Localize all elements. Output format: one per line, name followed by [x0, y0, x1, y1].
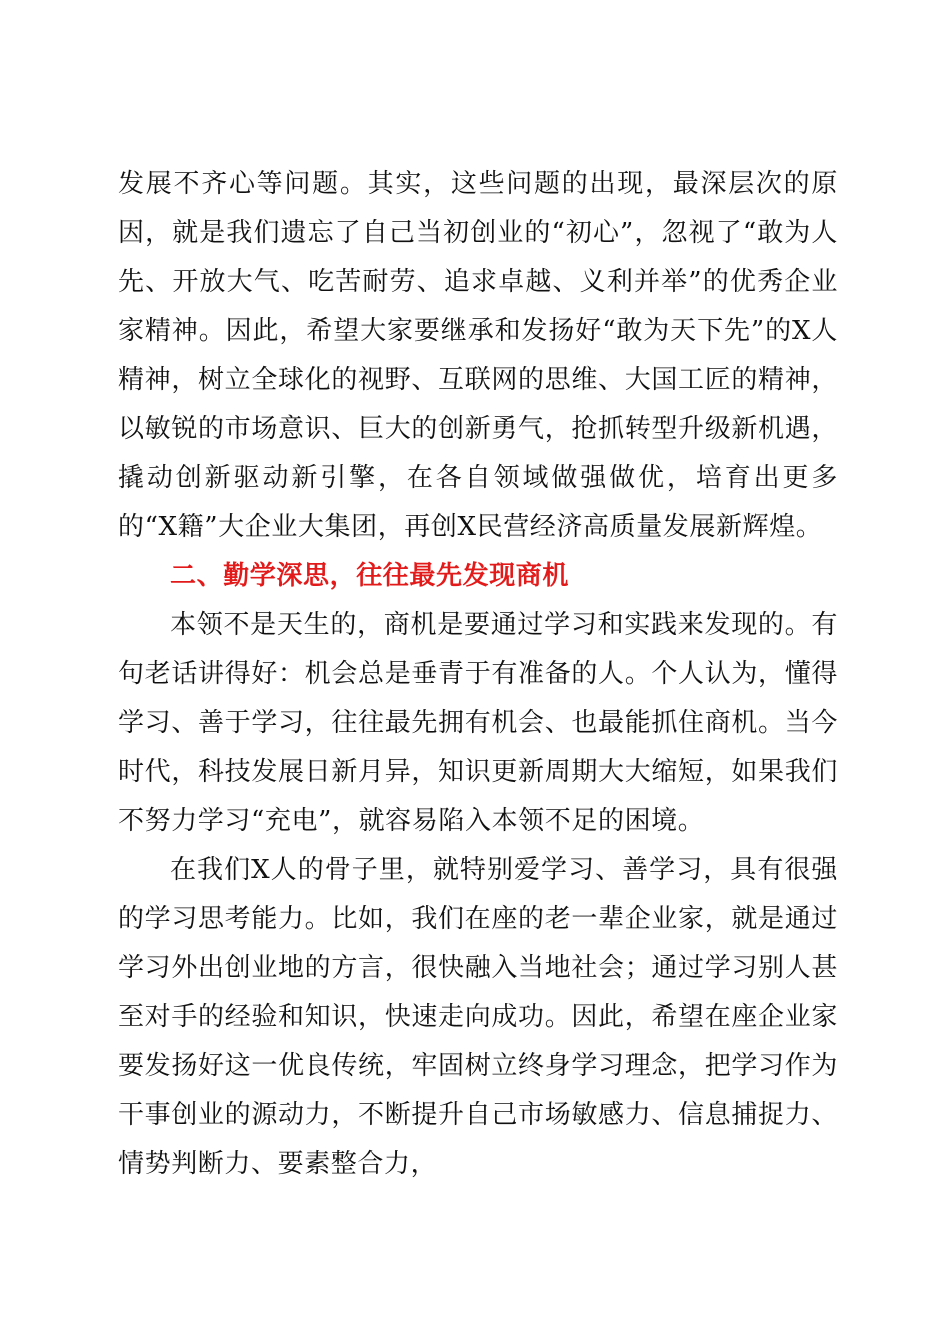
document-page [118, 160, 838, 1189]
section-heading: 二、勤学深思，往往最先发现商机 [170, 561, 570, 591]
body-paragraph-1: 本领不是天生的，商机是要通过学习和实践来发现的。有句老话讲得好：机会总是垂青于有准备的人。个人认为，懂得学习、善于学习，往往最先拥有机会、也最能抓住商机。当今时代，科技发展日新月异，知识更新周期大大缩短，如果我们不努力学习“充电”，就容易陷入本领不足的困境。 [118, 610, 838, 836]
body-paragraph-continued: 发展不齐心等问题。其实，这些问题的出现，最深层次的原因，就是我们遗忘了自己当初创业的“初心”，忽视了“敢为人先、开放大气、吃苦耐劳、追求卓越、义利并举”的优秀企业家精神。因此，希望大家要继承和发扬好“敢为天下先”的X人精神，树立全球化的视野、互联网的思维、大国工匠的精神，以敏锐的市场意识、巨大的创新勇气，抢抓转型升级新机遇，撬动创新驱动新引擎，在各自领域做强做优，培育出更多的“X籍”大企业大集团，再创X民营经济高质量发展新辉煌。 [118, 169, 838, 542]
body-paragraph-2: 在我们X人的骨子里，就特别爱学习、善学习，具有很强的学习思考能力。比如，我们在座的老一辈企业家，就是通过学习外出创业地的方言，很快融入当地社会；通过学习别人甚至对手的经验和知识，快速走向成功。因此，希望在座企业家要发扬好这一优良传统，牢固树立终身学习理念，把学习作为干事创业的源动力，不断提升自己市场敏感力、信息捕捉力、情势判断力、要素整合力， [118, 855, 838, 1179]
